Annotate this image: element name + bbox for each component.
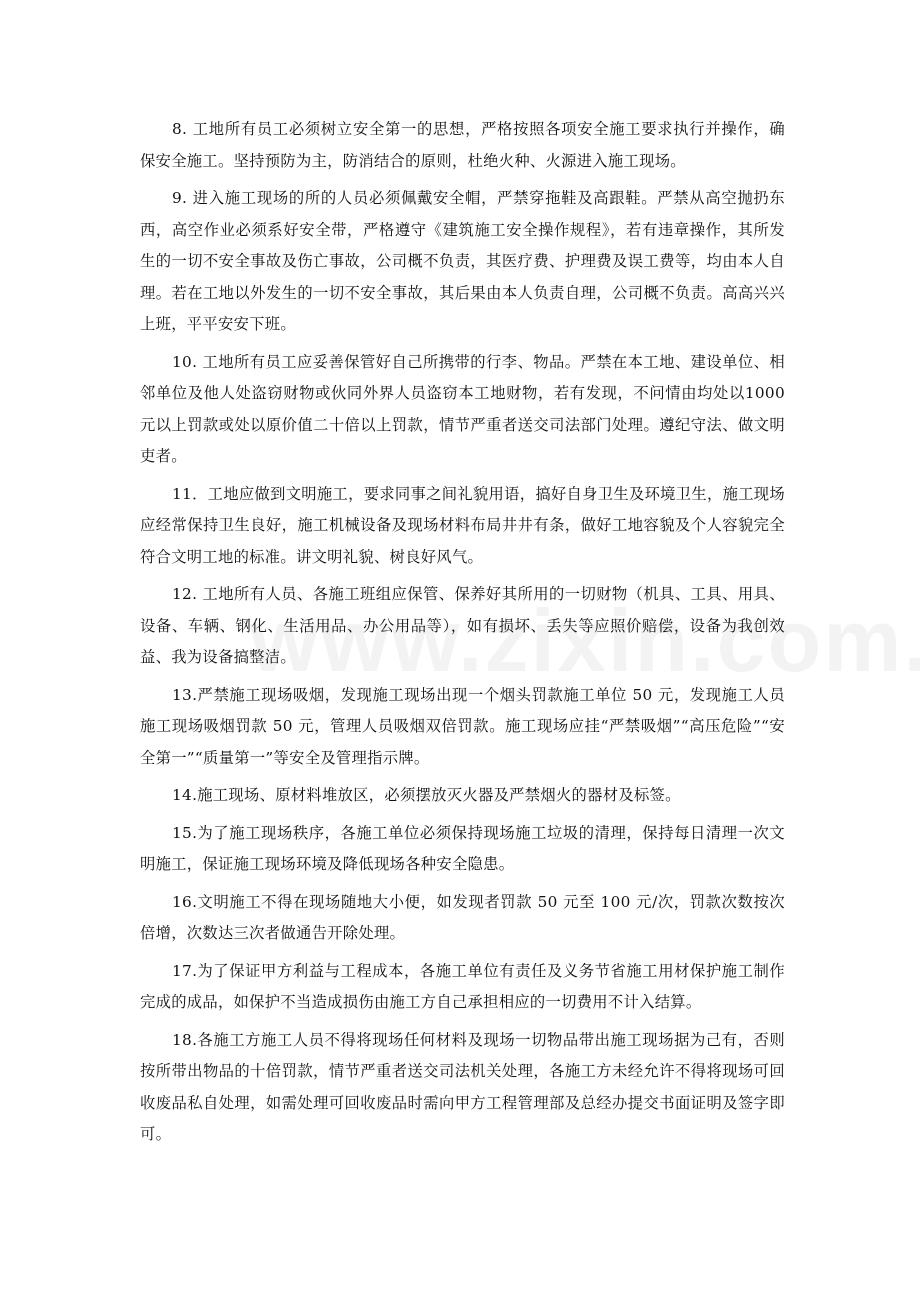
rule-17-paragraph: 17.为了保证甲方利益与工程成本，各施工单位有责任及义务节省施工用材保护施工制作完成的成品，如保护不当造成损伤由施工方自己承担相应的一切费用不计入结算。 [140,961,785,1011]
rule-12-paragraph: 12. 工地所有人员、各施工班组应保管、保养好其所用的一切财物（机具、工具、用具、设备、车辆、钢化、生活用品、办公用品等），如有损坏、丢失等应照价赔偿，设备为我创效益、我为设备搞整洁。 [140,585,785,666]
rule-8-paragraph: 8. 工地所有员工必须树立安全第一的思想，严格按照各项安全施工要求执行并操作，确保安全施工。坚持预防为主，防消结合的原则，杜绝火种、火源进入施工现场。 [140,120,785,170]
rule-11-paragraph: 11．工地应做到文明施工，要求同事之间礼貌用语，搞好自身卫生及环境卫生，施工现场应经常保持卫生良好，施工机械设备及现场材料布局井井有条，做好工地容貌及个人容貌完全符合文明工地的标准。讲文明礼貌、树良好风气。 [140,484,785,566]
rule-14-paragraph: 14.施工现场、原材料堆放区，必须摆放灭火器及严禁烟火的器材及标签。 [172,786,681,804]
rule-10-paragraph: 10. 工地所有员工应妥善保管好自己所携带的行李、物品。严禁在本工地、建设单位、相邻单位及他人处盗窃财物或伙同外界人员盗窃本工地财物，若有发现，不问情由均处以1000 元以上罚款或处以原价值二十倍以上罚款，情节严重者送交司法部门处理。遵纪守法、做文明吏者。 [140,352,785,465]
document-body [140,114,785,1157]
rule-13-paragraph: 13.严禁施工现场吸烟，发现施工现场出现一个烟头罚款施工单位 50 元，发现施工人员施工现场吸烟罚款 50 元，管理人员吸烟双倍罚款。施工现场应挂“严禁吸烟”“高压危险”“安全第一”“质量第一”等安全及管理指示牌。 [140,685,785,767]
rule-18-paragraph: 18.各施工方施工人员不得将现场任何材料及现场一切物品带出施工现场据为己有，否则按所带出物品的十倍罚款，情节严重者送交司法机关处理，各施工方未经允许不得将现场可回收废品私自处理，如需处理可回收废品时需向甲方工程管理部及总经办提交书面证明及签字即可。 [140,1030,785,1143]
rule-16-paragraph: 16.文明施工不得在现场随地大小便，如发现者罚款 50 元至 100 元/次，罚款次数按次倍增，次数达三次者做通告开除处理。 [140,892,785,942]
rule-9-paragraph: 9. 进入施工现场的所的人员必须佩戴安全帽，严禁穿拖鞋及高跟鞋。严禁从高空抛扔东西，高空作业必须系好安全带，严格遵守《建筑施工安全操作规程》，若有违章操作，其所发生的一切不安全事故及伤亡事故，公司概不负责，其医疗费、护理费及误工费等，均由本人自理。若在工地以外发生的一切不安全事故，其后果由本人负责自理，公司概不负责。高高兴兴上班，平平安安下班。 [140,189,785,333]
rule-15-paragraph: 15.为了施工现场秩序，各施工单位必须保持现场施工垃圾的清理，保持每日清理一次文明施工，保证施工现场环境及降低现场各种安全隐患。 [140,823,785,873]
